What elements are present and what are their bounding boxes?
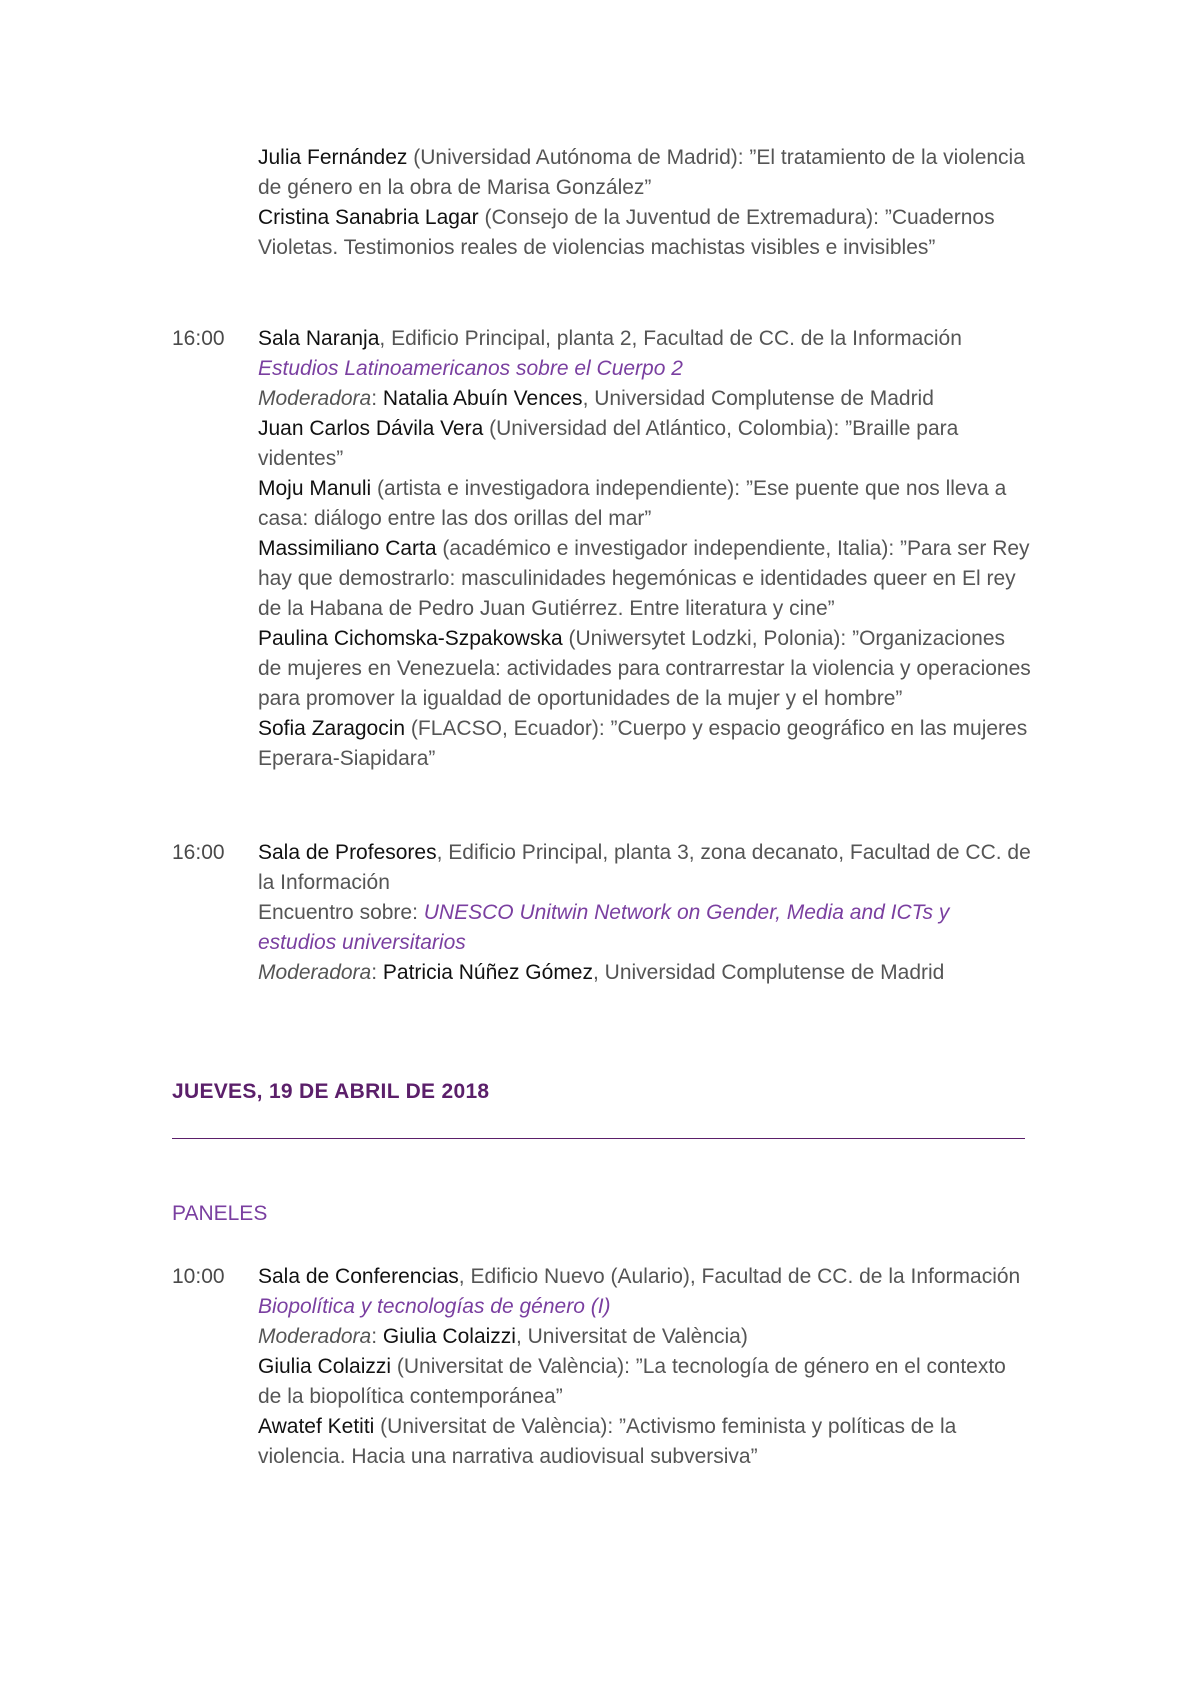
location-text: , Edificio Nuevo (Aulario), Facultad de CC. de la Información: [458, 1265, 1021, 1288]
speaker-name: Moju Manuli: [258, 477, 372, 500]
speaker-name: Cristina Sanabria Lagar: [258, 206, 479, 229]
section-divider: [172, 1138, 1025, 1139]
speaker-entry: [258, 203, 1032, 263]
section-heading: PANELES: [172, 1202, 268, 1225]
location-text: , Edificio Principal, planta 2, Facultad de CC. de la Información: [379, 327, 962, 350]
moderator-line: [258, 1322, 1032, 1352]
speaker-entry: [258, 474, 1032, 534]
speaker-name: Awatef Ketiti: [258, 1415, 375, 1438]
room-name: Sala Naranja: [258, 327, 380, 350]
moderator-label: Moderadora: [258, 961, 372, 984]
speaker-name: Massimiliano Carta: [258, 537, 437, 560]
moderator-affil: , Universidad Complutense de Madrid: [593, 961, 945, 984]
speaker-desc: (FLACSO, Ecuador): ”Cuerpo y espacio geográfico en las mujeres Eperara-Siapidara”: [258, 717, 1028, 770]
speaker-entry: [258, 1412, 1032, 1472]
session-time: 16:00: [172, 327, 225, 350]
session-sala-naranja: [172, 324, 1032, 774]
room-name: Sala de Profesores: [258, 841, 437, 864]
session-sala-profesores: [172, 838, 1032, 988]
speaker-name: Sofia Zaragocin: [258, 717, 406, 740]
speaker-desc: (Universitat de València): ”Activismo feminista y políticas de la violencia. Hacia una narrativa audiovisual subversiva”: [258, 1415, 957, 1468]
session-title: UNESCO Unitwin Network on Gender, Media and ICTs y estudios universitarios: [258, 901, 950, 954]
speaker-name: Juan Carlos Dávila Vera: [258, 417, 484, 440]
speaker-desc: (Universidad Autónoma de Madrid): ”El tratamiento de la violencia de género en la obra de Marisa González”: [258, 146, 1025, 199]
moderator-line: [258, 958, 1032, 988]
speaker-name: Julia Fernández: [258, 146, 408, 169]
moderator-affil: , Universitat de València): [515, 1325, 748, 1348]
session-location: [258, 838, 1032, 898]
speaker-entry: [258, 143, 1032, 203]
session-location: [258, 1262, 1032, 1292]
speaker-desc: (artista e investigadora independiente): ”Ese puente que nos lleva a casa: diálogo entre las dos orillas del mar”: [258, 477, 1007, 530]
intro-block: [172, 143, 1032, 263]
room-name: Sala de Conferencias: [258, 1265, 459, 1288]
session-location: [258, 324, 1032, 354]
moderator-sep: :: [371, 387, 383, 410]
speaker-desc: (Universitat de València): ”La tecnología de género en el contexto de la biopolítica contemporánea”: [258, 1355, 1006, 1408]
speaker-entry: [258, 534, 1032, 624]
session-sala-conferencias: [172, 1262, 1032, 1472]
moderator-label: Moderadora: [258, 387, 372, 410]
session-time: 10:00: [172, 1265, 225, 1288]
location-text: , Edificio Principal, planta 3, zona decanato, Facultad de CC. de la Información: [258, 841, 1031, 894]
moderator-affil: , Universidad Complutense de Madrid: [582, 387, 934, 410]
moderator-line: [258, 384, 1032, 414]
moderator-sep: :: [371, 961, 383, 984]
speaker-name: Giulia Colaizzi: [258, 1355, 392, 1378]
encounter-label: Encuentro sobre:: [258, 901, 424, 924]
session-time: 16:00: [172, 841, 225, 864]
speaker-desc: (Uniwersytet Lodzki, Polonia): ”Organizaciones de mujeres en Venezuela: actividades para contrarrestar la violencia y operaciones para promover la igualdad de oportunidades de la mujer y el hombre”: [258, 627, 1031, 710]
session-title: Estudios Latinoamericanos sobre el Cuerpo 2: [258, 357, 683, 380]
moderator-name: Patricia Núñez Gómez: [382, 961, 593, 984]
day-heading: JUEVES, 19 DE ABRIL DE 2018: [172, 1080, 490, 1103]
session-title: Biopolítica y tecnologías de género (I): [258, 1295, 611, 1318]
speaker-entry: [258, 714, 1032, 774]
moderator-sep: :: [371, 1325, 383, 1348]
speaker-name: Paulina Cichomska-Szpakowska: [258, 627, 563, 650]
speaker-desc: (académico e investigador independiente, Italia): ”Para ser Rey hay que demostrarlo: masculinidades hegemónicas e identidades queer en El rey de la Habana de Pedro Juan Gutiérrez. Entre literatura y cine”: [258, 537, 1030, 620]
speaker-entry: [258, 414, 1032, 474]
speaker-desc: (Consejo de la Juventud de Extremadura): ”Cuadernos Violetas. Testimonios reales de violencias machistas visibles e invisibles”: [258, 206, 995, 259]
moderator-label: Moderadora: [258, 1325, 372, 1348]
moderator-name: Giulia Colaizzi: [382, 1325, 516, 1348]
time-spacer: [172, 143, 258, 263]
speaker-entry: [258, 1352, 1032, 1412]
speaker-entry: [258, 624, 1032, 714]
encounter-line: [258, 898, 1032, 958]
speaker-desc: (Universidad del Atlántico, Colombia): ”Braille para videntes”: [258, 417, 959, 470]
moderator-name: Natalia Abuín Vences: [382, 387, 583, 410]
